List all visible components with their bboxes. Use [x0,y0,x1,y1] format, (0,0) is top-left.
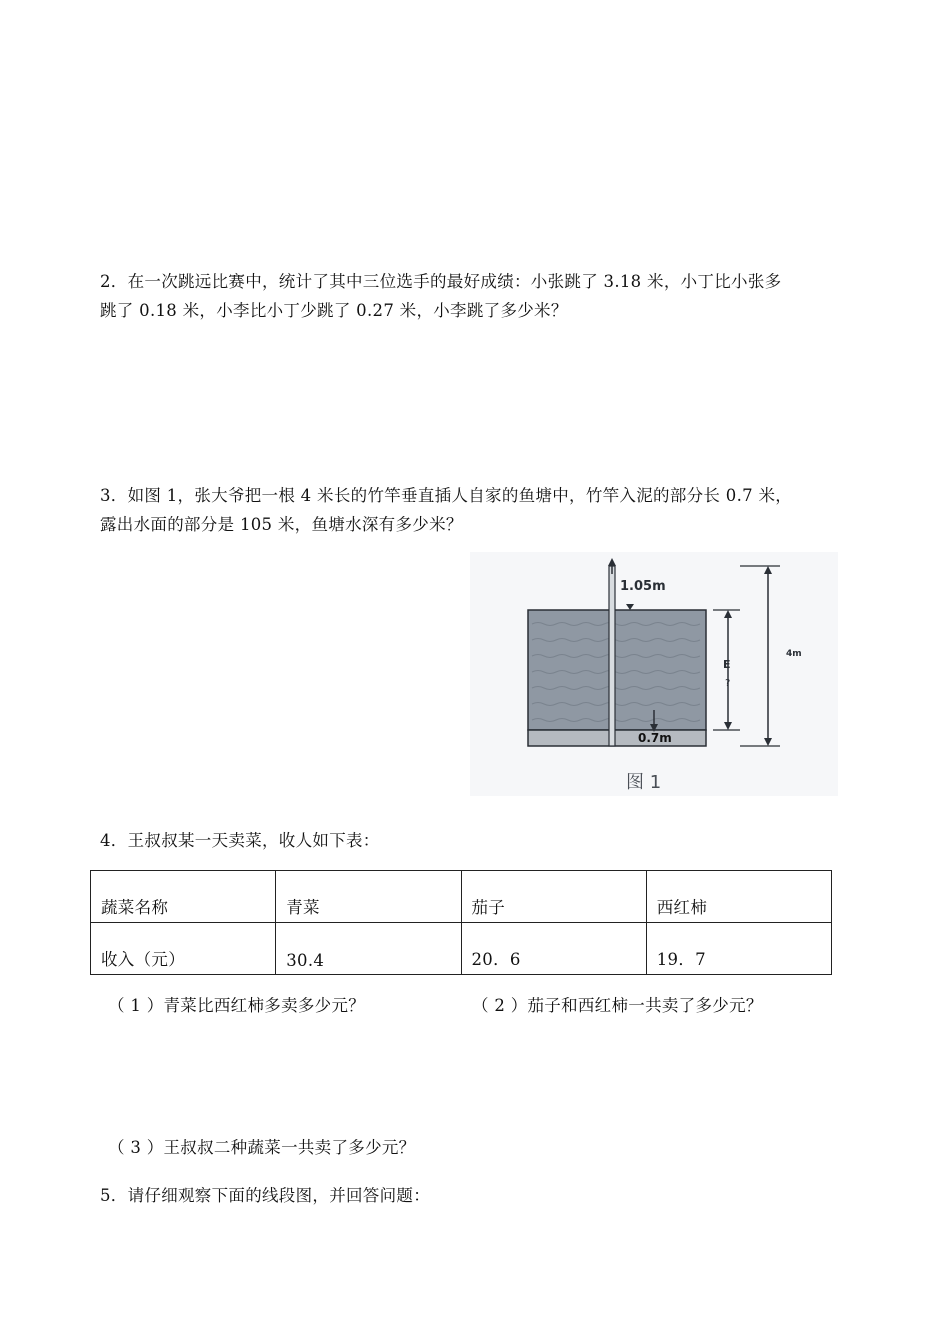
mud-region [528,730,706,746]
table-cell: 西红柿 [646,871,831,923]
label-question: ? [725,678,731,689]
table-header-row [91,871,832,923]
label-total: 4m [786,649,802,659]
bamboo-pole [609,566,615,746]
water-region [528,610,706,730]
income-table [90,870,832,975]
table-row [91,923,832,975]
problem4-intro: 4．王叔叔某一天卖菜，收人如下表： [100,831,380,850]
figure-caption: 图 1 [626,772,662,793]
problem3-line1: 3．如图 1，张大爷把一根 4 米长的竹竿垂直插人自家的鱼塘中，竹竿入泥的部分长 0.7 米， [100,486,793,505]
label-mid: E [723,658,731,671]
problem5-intro: 5．请仔细观察下面的线段图，并回答问题： [100,1186,430,1205]
table-cell: 收入（元） [91,923,276,975]
table-cell: 19．7 [646,923,831,975]
table-cell: 蔬菜名称 [91,871,276,923]
problem4-q2: （ 2 ）茄子和西红柿一共卖了多少元？ [472,996,763,1015]
label-top: 1.05m [620,579,666,594]
table-cell: 30.4 [276,923,461,975]
problem2-line2: 跳了 0.18 米，小李比小丁少跳了 0.27 米，小李跳了多少米？ [100,301,568,320]
table-cell: 青菜 [276,871,461,923]
table-cell: 茄子 [461,871,646,923]
label-bottom: 0.7m [638,731,672,745]
problem4-q3: （ 3 ）王叔叔二种蔬菜一共卖了多少元？ [108,1138,416,1157]
problem3-line2: 露出水面的部分是 105 米，鱼塘水深有多少米？ [100,515,463,534]
pond-figure [470,552,838,796]
problem4-q1: （ 1 ）青菜比西红柿多卖多少元？ [108,996,366,1015]
problem2-line1: 2．在一次跳远比赛中，统计了其中三位选手的最好成绩：小张跳了 3.18 米，小丁比小张多 [100,272,782,291]
table-cell: 20．6 [461,923,646,975]
